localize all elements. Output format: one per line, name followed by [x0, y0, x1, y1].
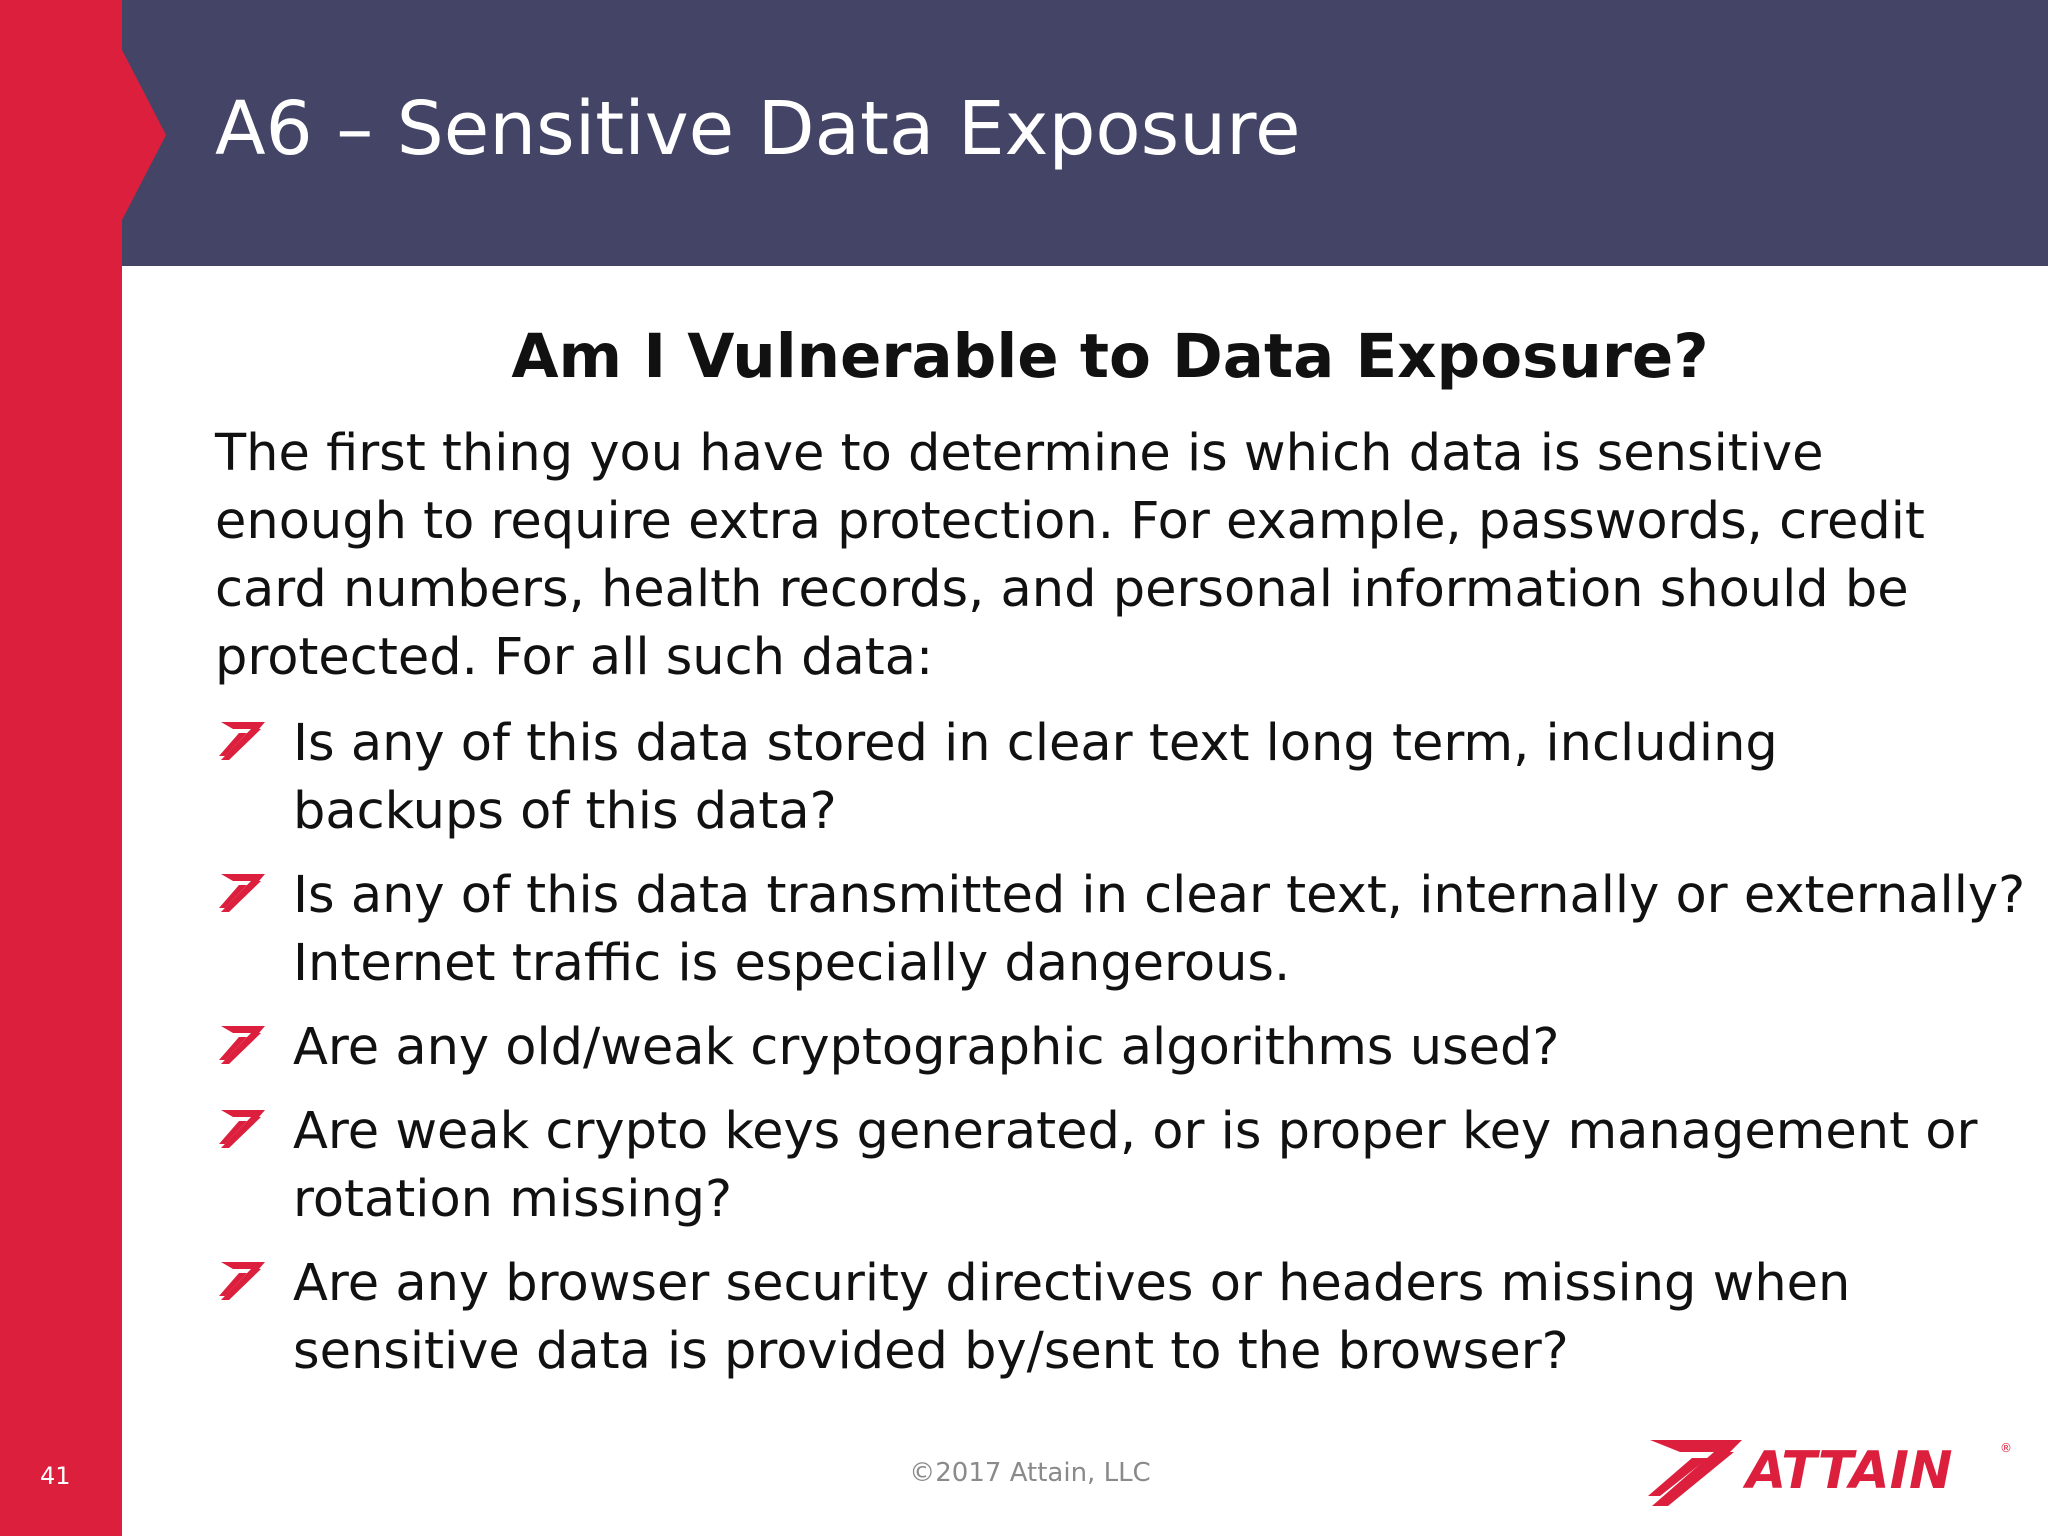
intro-line: protected. For all such data: — [215, 628, 934, 687]
header-notch — [122, 50, 166, 220]
bullet-list — [215, 710, 2026, 1402]
attain-swoosh-icon — [215, 716, 269, 762]
bullet-item — [215, 710, 2015, 846]
bullet-line: backups of this data? — [293, 782, 837, 841]
attain-swoosh-icon — [215, 1256, 269, 1302]
bullet-item — [215, 1250, 2015, 1386]
bullet-line: rotation missing? — [293, 1170, 733, 1229]
bullet-line: sensitive data is provided by/sent to the browser? — [293, 1322, 1569, 1381]
registered-mark: ® — [2000, 1441, 2012, 1455]
bullet-item — [215, 1098, 2015, 1234]
slide-title: A6 – Sensitive Data Exposure — [215, 86, 1301, 172]
intro-line: enough to require extra protection. For example, passwords, credit — [215, 492, 1925, 551]
bullet-item — [215, 862, 2026, 998]
bullet-line: Are weak crypto keys generated, or is proper key management or — [293, 1102, 1978, 1161]
attain-logo-mark — [1648, 1440, 1742, 1506]
bullet-line: Is any of this data stored in clear text long term, including — [293, 714, 1778, 773]
bullet-line: Are any old/weak cryptographic algorithms used? — [293, 1018, 1560, 1077]
attain-logo-text: ATTAIN — [1746, 1441, 1953, 1501]
bullet-line: Are any browser security directives or headers missing when — [293, 1254, 1851, 1313]
bullet-line: Is any of this data transmitted in clear text, internally or externally? — [293, 866, 2026, 925]
bullet-item — [215, 1014, 2015, 1082]
intro-line: card numbers, health records, and personal information should be — [215, 560, 1909, 619]
attain-swoosh-icon — [215, 868, 269, 914]
left-accent-bar — [0, 0, 122, 1536]
page-number: 41 — [40, 1462, 71, 1490]
attain-swoosh-icon — [215, 1020, 269, 1066]
copyright-text: ©2017 Attain, LLC — [909, 1458, 1151, 1488]
intro-line: The first thing you have to determine is which data is sensitive — [215, 424, 1824, 483]
attain-logo — [1646, 1430, 2016, 1510]
attain-swoosh-icon — [215, 1104, 269, 1150]
bullet-line: Internet traffic is especially dangerous. — [293, 934, 1291, 993]
section-heading: Am I Vulnerable to Data Exposure? — [511, 321, 1709, 392]
intro-paragraph — [215, 420, 2005, 692]
